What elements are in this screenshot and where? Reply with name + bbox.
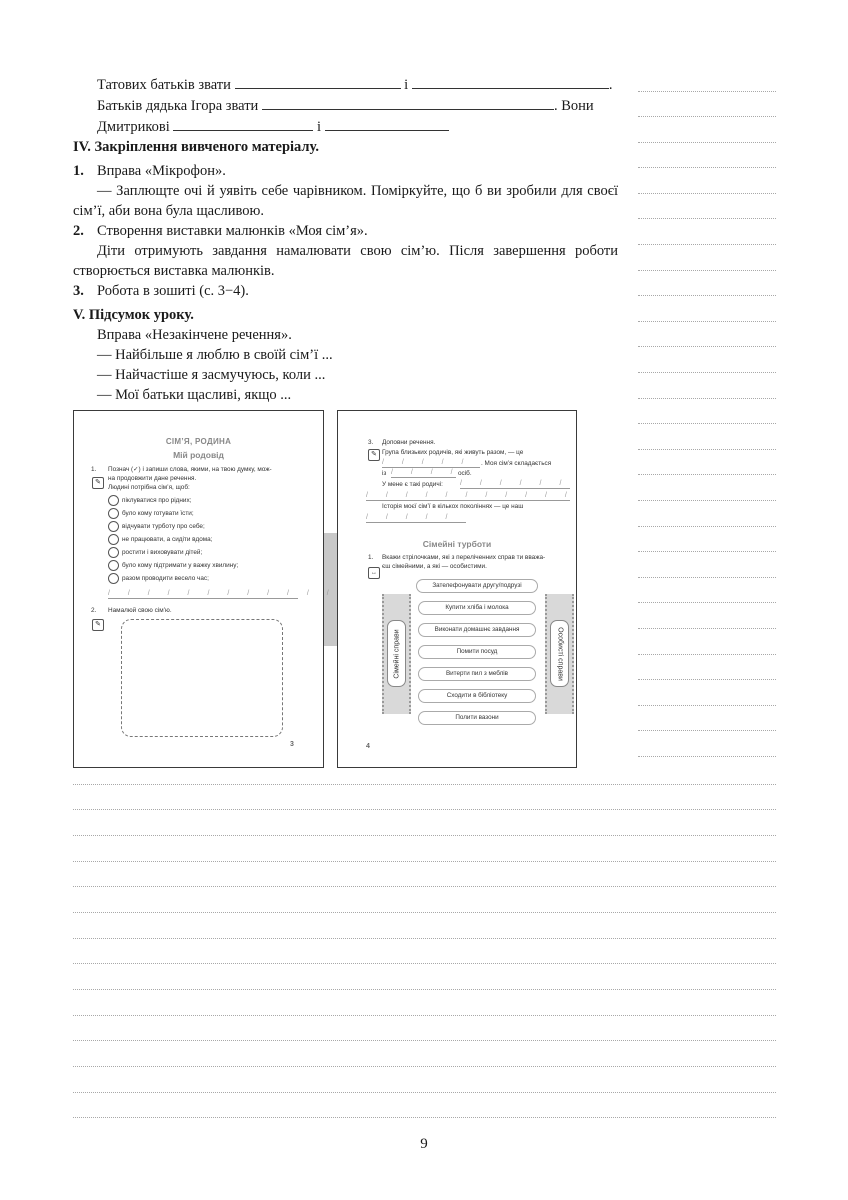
margin-note-lines xyxy=(638,68,776,768)
task-3-text: Доповни речення. xyxy=(382,439,436,446)
text-dmytryk: Дмитрикові xyxy=(97,119,170,135)
option-2[interactable] xyxy=(108,521,205,533)
drawing-box[interactable] xyxy=(121,619,283,737)
note-line xyxy=(638,372,776,373)
option-3[interactable] xyxy=(108,534,213,546)
item-number: 2. xyxy=(73,223,84,239)
item-3 xyxy=(73,281,618,301)
option-label: ростити і виховувати дітей; xyxy=(122,549,203,557)
workbook-page-right xyxy=(337,410,577,768)
write-line[interactable]: / / / / xyxy=(391,469,461,476)
write-line[interactable]: / / / / / xyxy=(382,458,480,468)
task-item[interactable]: Полити вазони xyxy=(418,711,536,725)
workbook-page-left xyxy=(73,410,337,768)
note-line xyxy=(73,963,776,964)
fill-sentence: У мене є такі родичі: xyxy=(382,481,443,488)
text-father-parents: Татових батьків звати xyxy=(97,77,231,93)
blank xyxy=(173,116,313,131)
section-title: Сімейні турботи xyxy=(422,539,492,549)
option-label: разом проводити весело час; xyxy=(122,575,209,583)
note-line xyxy=(73,989,776,990)
note-line xyxy=(638,577,776,578)
fill-sentence: Група близьких родичів, які живуть разом, — це xyxy=(382,449,524,456)
item-1-text: — Заплющте очі й уявіть себе чарівником. Поміркуйте, що б ви зробили для своєї сім’ї, аби вона була щасливою. xyxy=(73,183,618,219)
workbook-subtitle: Мій родовід xyxy=(173,450,224,460)
fill-sentence: осіб. xyxy=(458,470,472,477)
checkbox-circle[interactable] xyxy=(108,547,119,558)
workbook-page-number: 3 xyxy=(290,741,294,748)
workbook-page-number: 4 xyxy=(366,743,370,750)
text-uncle-parents: Батьків дядька Ігора звати xyxy=(97,98,259,114)
option-label: відчувати турботу про себе; xyxy=(122,523,205,531)
personal-tasks-band xyxy=(545,594,574,714)
line-uncle-parents xyxy=(73,95,618,116)
pencil-icon: ✎ xyxy=(92,619,104,631)
note-line xyxy=(73,1092,776,1093)
note-line xyxy=(73,1015,776,1016)
task-item[interactable]: Помити посуд xyxy=(418,645,536,659)
sentence-1: — Найбільше я люблю в своїй сім’ї ... xyxy=(97,347,333,363)
note-line xyxy=(638,449,776,450)
note-line xyxy=(73,861,776,862)
blank xyxy=(235,74,401,89)
note-line xyxy=(73,938,776,939)
checkbox-circle[interactable] xyxy=(108,534,119,545)
note-line xyxy=(638,193,776,194)
note-line xyxy=(73,784,776,785)
note-line xyxy=(73,809,776,810)
task-number: 1. xyxy=(368,554,374,561)
note-line xyxy=(73,1040,776,1041)
family-tasks-label[interactable] xyxy=(387,620,406,687)
option-5[interactable] xyxy=(108,560,238,572)
option-6[interactable] xyxy=(108,573,209,585)
blank xyxy=(412,74,609,89)
blank xyxy=(262,95,554,110)
line-father-parents: Татових батьків звати і . xyxy=(73,74,618,95)
note-line xyxy=(638,91,776,92)
note-line xyxy=(638,321,776,322)
note-line xyxy=(73,886,776,887)
text-and: і xyxy=(404,77,409,93)
note-line xyxy=(73,912,776,913)
family-tasks-text: Сімейні справи xyxy=(393,628,400,679)
checkbox-circle[interactable] xyxy=(108,521,119,532)
option-1[interactable] xyxy=(108,508,194,520)
item-number: 3. xyxy=(73,283,84,299)
task-1-prompt: Людині потрібна сім’я, щоб: xyxy=(108,484,190,491)
note-line xyxy=(638,500,776,501)
item-title: Вправа «Мікрофон». xyxy=(97,163,226,179)
checkbox-circle[interactable] xyxy=(108,560,119,571)
sentence-3: — Мої батьки щасливі, якщо ... xyxy=(97,387,292,403)
item-2-text: Діти отримують завдання намалювати свою сім’ю. Після завершення роботи створюється виставка малюнків. xyxy=(73,243,618,279)
write-line[interactable]: / / / / / / / / / / / / xyxy=(108,590,337,597)
write-line[interactable]: / / / / / / / / / / / xyxy=(366,492,575,499)
task-number: 2. xyxy=(91,607,97,614)
option-label: не працювати, а сидіти вдома; xyxy=(122,536,213,544)
write-line[interactable]: / / / / / xyxy=(366,513,466,523)
task-number: 1. xyxy=(91,466,97,473)
text-they: . Вони xyxy=(553,98,594,114)
note-line xyxy=(638,244,776,245)
sentence-2: — Найчастіше я засмучуюсь, коли ... xyxy=(97,367,326,383)
item-2 xyxy=(73,221,618,241)
section-heading-iv: IV. Закріплення вивченого матеріалу. xyxy=(73,139,319,155)
family-tasks-band xyxy=(382,594,411,714)
note-line xyxy=(638,756,776,757)
note-line xyxy=(638,346,776,347)
note-line xyxy=(638,295,776,296)
task-item[interactable]: Сходити в бібліотеку xyxy=(418,689,536,703)
arrow-icon: ↔ xyxy=(368,567,380,579)
exercise-title: Вправа «Незакінчене речення». xyxy=(97,327,292,343)
note-line xyxy=(73,1066,776,1067)
task-1-text: на продовжити дане речення. xyxy=(108,475,197,482)
note-line xyxy=(638,270,776,271)
item-1 xyxy=(73,161,618,181)
page-number: 9 xyxy=(420,1136,428,1152)
task-item[interactable]: Виконати домашнє завдання xyxy=(418,623,536,637)
option-label: було кому готувати їсти; xyxy=(122,510,194,518)
note-line xyxy=(638,654,776,655)
task-2-text: Намалюй свою сім’ю. xyxy=(108,607,172,614)
note-line xyxy=(638,167,776,168)
note-line xyxy=(638,551,776,552)
task-item[interactable]: Витерти пил з меблів xyxy=(418,667,536,681)
workbook-title: СІМ’Я, РОДИНА xyxy=(165,437,232,446)
task-1-text: Познач (✓) і запиши слова, якими, на твою думку, мож- xyxy=(108,466,272,473)
personal-tasks-label[interactable] xyxy=(550,620,569,687)
checkbox-circle[interactable] xyxy=(108,573,119,584)
section-heading-v: V. Підсумок уроку. xyxy=(73,307,194,323)
checkbox-circle[interactable] xyxy=(108,495,119,506)
note-line xyxy=(638,628,776,629)
note-line xyxy=(638,705,776,706)
note-line xyxy=(638,142,776,143)
pencil-icon: ✎ xyxy=(92,477,104,489)
fill-sentence: Історія моєї сім’ї в кількох поколіннях — це наш xyxy=(382,503,524,510)
note-line xyxy=(638,526,776,527)
bottom-note-lines xyxy=(73,760,776,1130)
note-line xyxy=(638,116,776,117)
item-number: 1. xyxy=(73,163,84,179)
personal-tasks-text: Особисті справи xyxy=(556,626,563,681)
option-label: піклуватися про рідних; xyxy=(122,497,192,505)
option-4[interactable] xyxy=(108,547,202,559)
note-line xyxy=(638,398,776,399)
task-item[interactable]: Купити хліба і молока xyxy=(418,601,536,615)
option-label: було кому підтримати у важку хвилину; xyxy=(122,562,239,570)
fill-sentence: із xyxy=(382,470,387,477)
note-line xyxy=(638,423,776,424)
text-and: і xyxy=(317,119,322,135)
note-line xyxy=(638,602,776,603)
item-title: Створення виставки малюнків «Моя сім’я». xyxy=(97,223,368,239)
blank xyxy=(325,116,449,131)
task-text: Вкажи стрілочками, які з переліченних справ ти вважа- xyxy=(382,554,546,561)
note-line xyxy=(638,730,776,731)
lesson-text xyxy=(73,74,618,405)
fill-sentence: . Моя сім’я складається xyxy=(481,460,552,467)
task-number: 3. xyxy=(368,439,374,446)
option-0[interactable] xyxy=(108,495,191,507)
note-line xyxy=(638,679,776,680)
checkbox-circle[interactable] xyxy=(108,508,119,519)
note-line xyxy=(73,1117,776,1118)
line-dmytryk xyxy=(73,116,618,137)
note-line xyxy=(638,474,776,475)
note-line xyxy=(73,835,776,836)
write-line[interactable]: / / / / / / xyxy=(460,480,570,487)
task-item[interactable]: Зателефонувати другу/подрузі xyxy=(416,579,538,593)
note-line xyxy=(638,218,776,219)
pencil-icon: ✎ xyxy=(368,449,380,461)
item-title: Робота в зошиті (с. 3−4). xyxy=(97,283,249,299)
task-text: єш сімейними, а які — особистими. xyxy=(382,563,487,570)
